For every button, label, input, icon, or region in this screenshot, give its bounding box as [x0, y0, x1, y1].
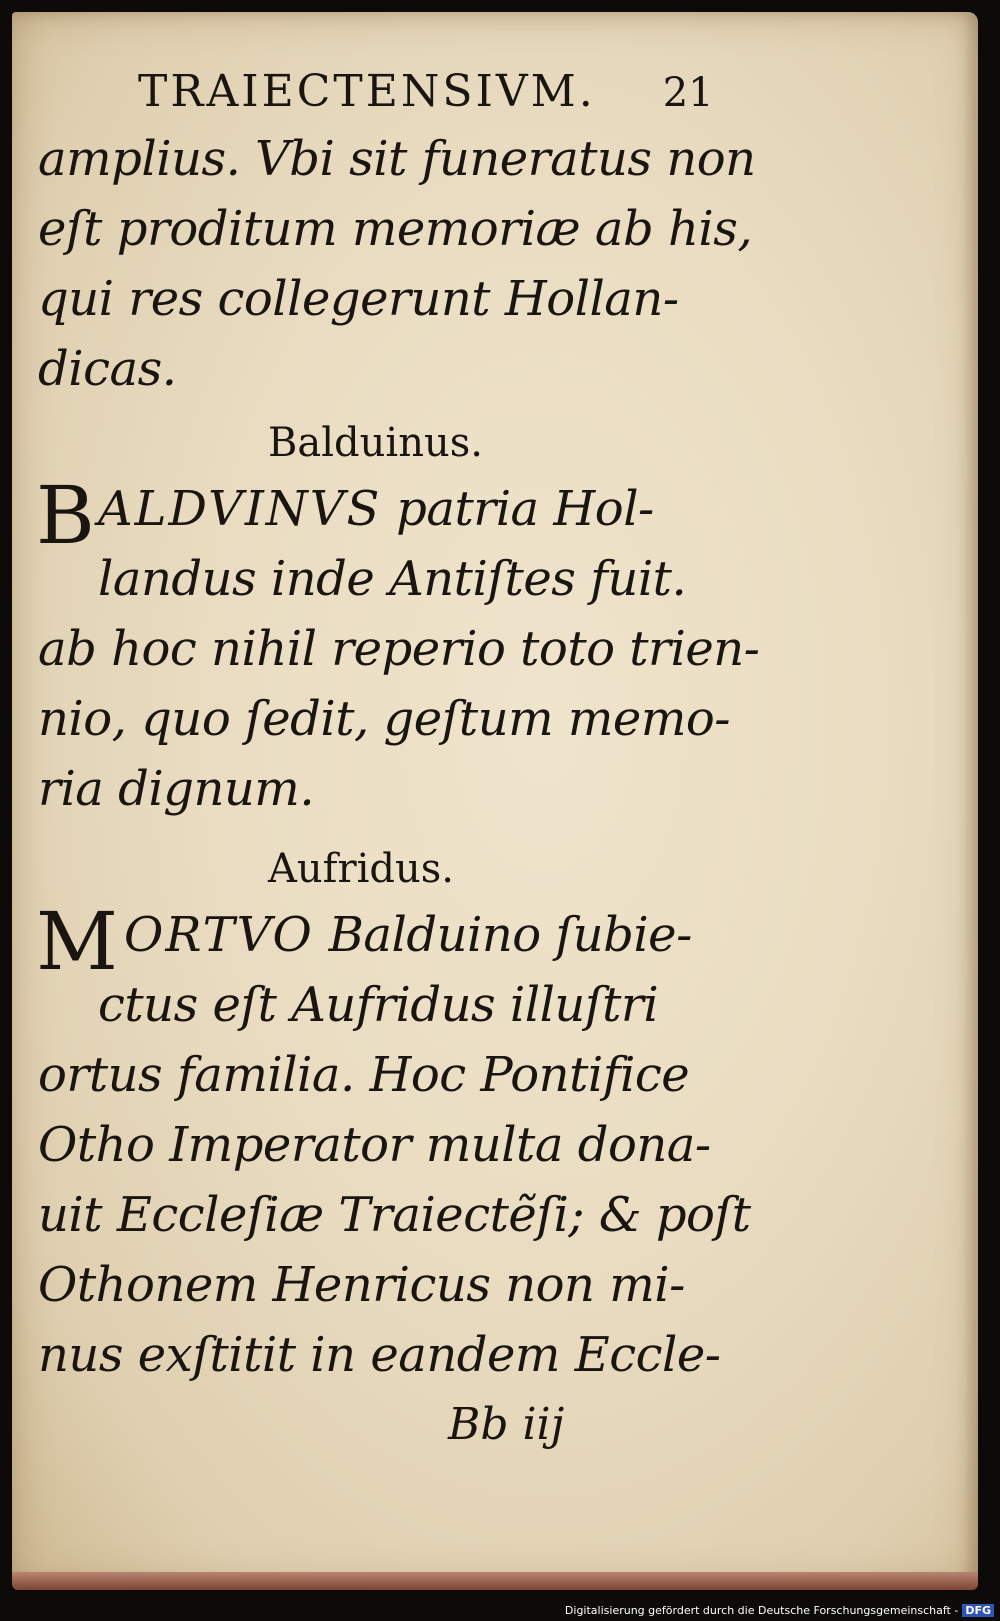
text-line: uit Eccleſiæ Traiectẽſi; & poſt: [38, 1187, 751, 1243]
section-heading-balduinus: Balduinus.: [268, 420, 483, 466]
running-header: [38, 60, 718, 124]
text-line: ctus eſt Aufridus illuſtri: [98, 977, 659, 1033]
small-caps-word: ALDVINVS: [98, 481, 382, 537]
running-title: TRAIECTENSIVM.: [138, 66, 596, 117]
text-line: amplius. Vbi sit funeratus non: [38, 131, 756, 187]
text-line: nus exſtitit in eandem Eccle-: [38, 1327, 721, 1383]
page-edge: [12, 1572, 978, 1590]
text-line: Otho Imperator multa dona-: [38, 1117, 711, 1173]
first-line-rest: Balduino ſubie-: [328, 907, 692, 963]
text-line: eſt proditum memoriæ ab his,: [38, 201, 753, 257]
footer-credit: Digitalisierung gefördert durch die Deutsche Forschungsgemeinschaft -: [564, 1604, 959, 1617]
section-heading-aufridus: Aufridus.: [268, 846, 454, 892]
text-line: ria dignum.: [38, 761, 315, 817]
dfg-logo: DFG: [962, 1604, 994, 1617]
text-line: dicas.: [38, 341, 177, 397]
section-first-line: [36, 895, 718, 988]
text-line: Othonem Henricus non mi-: [38, 1257, 685, 1313]
text-line: ortus familia. Hoc Pontifice: [38, 1047, 690, 1103]
page-number: 21: [662, 70, 714, 116]
first-line-rest: patria Hol-: [396, 481, 654, 537]
drop-capital: M: [36, 895, 118, 988]
page-text: [36, 60, 760, 1460]
text-line: landus inde Antiſtes fuit.: [98, 551, 687, 607]
text-line: qui res collegerunt Hollan-: [38, 271, 679, 327]
text-line: ab hoc nihil reperio toto trien-: [38, 621, 760, 677]
first-line-text: [38, 907, 692, 963]
section-first-line: [36, 469, 718, 562]
first-line-text: [38, 481, 654, 537]
small-caps-word: ORTVO: [124, 907, 314, 963]
signature-mark: Bb iij: [448, 1399, 565, 1450]
digitization-footer: [565, 1604, 994, 1617]
text-line: nio, quo ſedit, geſtum memo-: [38, 691, 730, 747]
drop-capital: B: [36, 469, 95, 562]
